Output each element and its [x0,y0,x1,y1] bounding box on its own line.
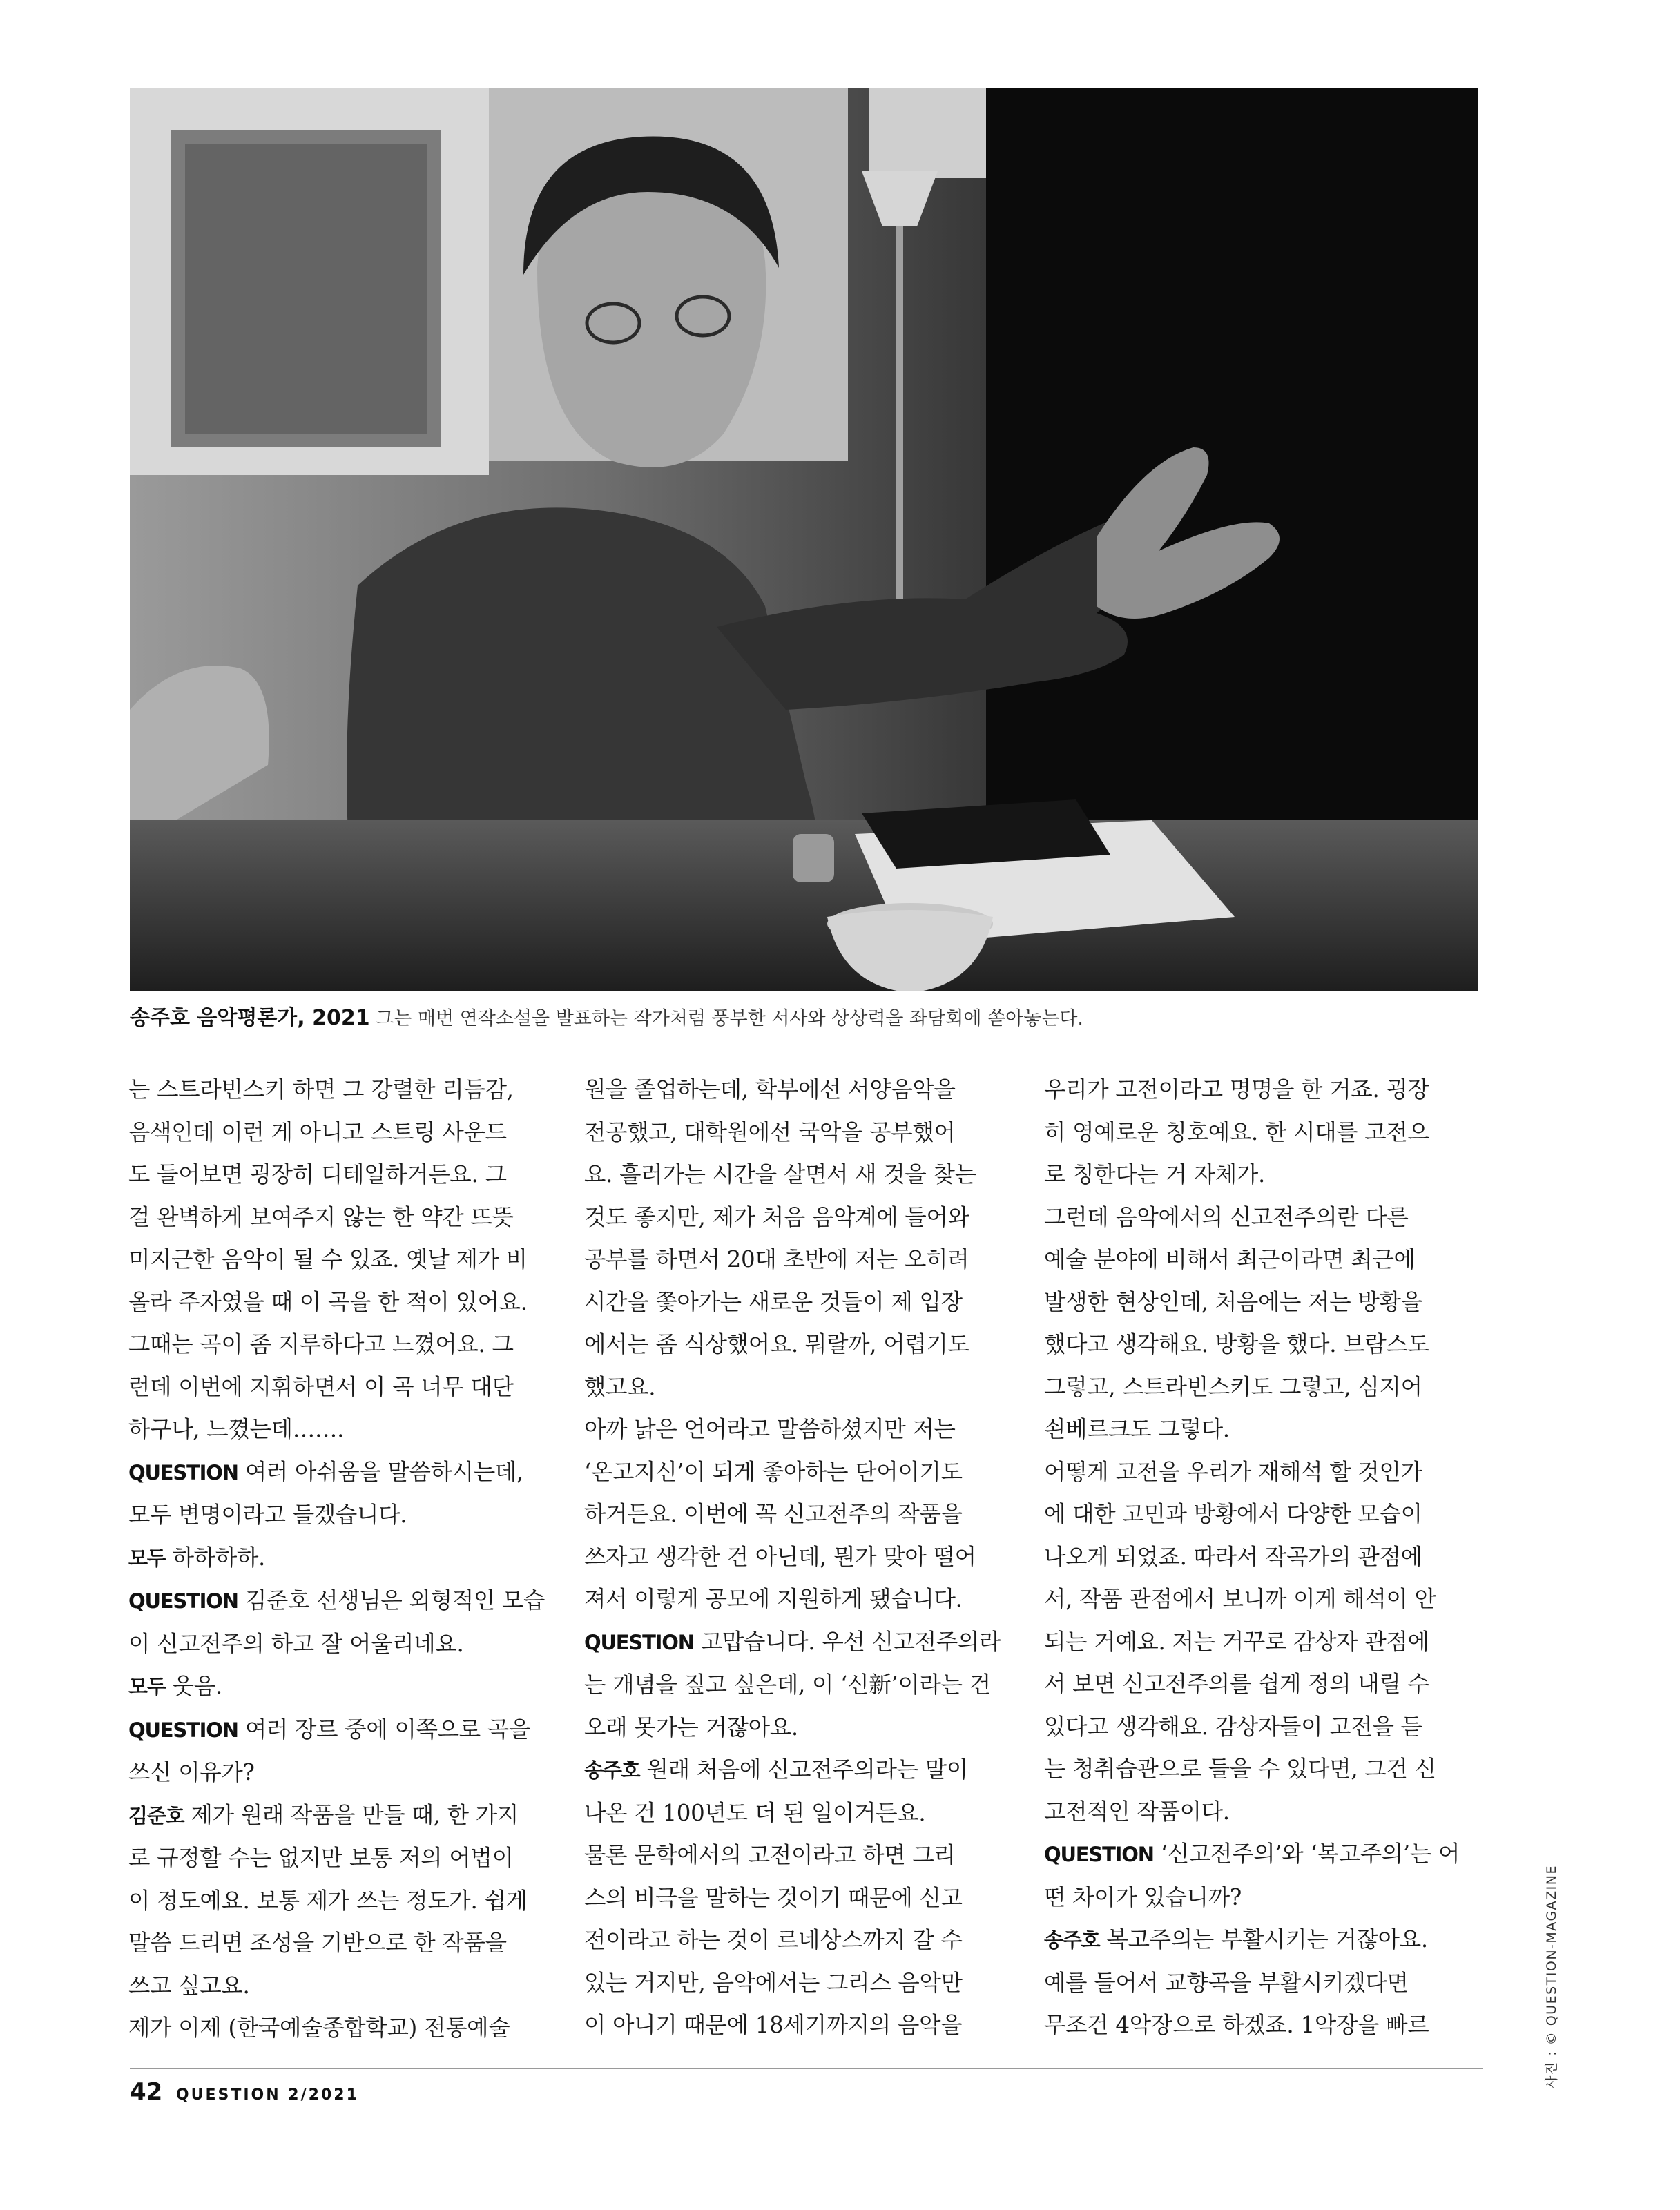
text-line [1044,1748,1474,1791]
text-line [584,1621,1014,1665]
line-text: 히 영예로운 칭호예요. 한 시대를 고전으 [1044,1118,1429,1145]
text-line [1044,1154,1474,1196]
text-line [584,1962,1014,2005]
text-line [584,1324,1014,1366]
text-line [128,1537,558,1580]
line-text: 복고주의는 부활시키는 거잖아요. [1099,1926,1428,1952]
text-line [128,1451,558,1495]
line-text: 져서 이렇게 공모에 지원하게 됐습니다. [584,1586,963,1612]
line-text: 발생한 현상인데, 처음에는 저는 방황을 [1044,1288,1422,1315]
line-text: 그런데 음악에서의 신고전주의란 다른 [1044,1203,1409,1230]
line-text: 그렇고, 스트라빈스키도 그렇고, 심지어 [1044,1373,1422,1400]
line-text: 제가 이제 (한국예술종합학교) 전통예술 [128,2015,510,2041]
speaker-label: QUESTION [128,1460,238,1484]
line-text: 것도 좋지만, 제가 처음 음악계에 들어와 [584,1203,969,1230]
line-text: 어떻게 고전을 우리가 재해석 할 것인가 [1044,1458,1422,1485]
text-line [128,1665,558,1709]
text-line [128,1154,558,1196]
line-text: 로 규정할 수는 없지만 보통 저의 어법이 [128,1845,514,1871]
speaker-label: 송주호 [1044,1928,1100,1952]
line-text: 전공했고, 대학원에선 국악을 공부했어 [584,1118,956,1145]
speaker-label: QUESTION [128,1718,238,1742]
article-column-1 [128,1069,558,2050]
line-text: 여러 장르 중에 이쪽으로 곡을 [238,1716,531,1743]
text-line [128,1623,558,1666]
line-text: 그때는 곡이 좀 지루하다고 느꼈어요. 그 [128,1331,514,1357]
text-line [584,1069,1014,1112]
article-column-2 [584,1069,1014,2047]
line-text: 제가 원래 작품을 만들 때, 한 가지 [184,1801,519,1828]
text-line [1044,1833,1474,1877]
text-line [1044,1877,1474,1919]
line-text: 쇤베르크도 그렇다. [1044,1416,1230,1442]
speaker-label: 모두 [128,1546,166,1570]
text-line [584,1707,1014,1749]
line-text: 요. 흘러가는 시간을 살면서 새 것을 찾는 [584,1161,976,1188]
line-text: 말씀 드리면 조성을 기반으로 한 작품을 [128,1930,507,1956]
text-line [584,1281,1014,1324]
line-text: 에 대한 고민과 방황에서 다양한 모습이 [1044,1501,1422,1527]
text-line [128,1239,558,1281]
line-text: 있는 거지만, 음악에서는 그리스 음악만 [584,1969,963,1996]
line-text: 공부를 하면서 20대 초반에 저는 오히려 [584,1246,969,1272]
text-line [584,1154,1014,1196]
line-text: ‘신고전주의’와 ‘복고주의’는 어 [1153,1841,1460,1867]
caption-name: 송주호 음악평론가, 2021 [130,1006,370,1030]
text-line [1044,1621,1474,1664]
line-text: 전이라고 하는 것이 르네상스까지 갈 수 [584,1927,963,1953]
line-text: 있다고 생각해요. 감상자들이 고전을 듣 [1044,1713,1422,1740]
text-line [128,1408,558,1451]
page-number: 42 [130,2078,163,2106]
footer-rule [130,2068,1483,2069]
text-line [1044,1706,1474,1749]
line-text: 나온 건 100년도 더 된 일이거든요. [584,1799,926,1826]
text-line [1044,1196,1474,1239]
text-line [128,1196,558,1239]
photo-illustration [130,88,1478,991]
speaker-label: QUESTION [584,1630,694,1654]
text-line [128,1580,558,1623]
text-line [1044,1536,1474,1579]
text-line [1044,1451,1474,1494]
line-text: 서 보면 신고전주의를 쉽게 정의 내릴 수 [1044,1671,1429,1697]
text-line [128,1494,558,1537]
text-line [128,1794,558,1838]
text-line [1044,1663,1474,1706]
text-line [584,1749,1014,1792]
speaker-label: 모두 [128,1675,166,1698]
line-text: 올라 주자였을 때 이 곡을 한 적이 있어요. [128,1288,528,1315]
line-text: 스의 비극을 말하는 것이기 때문에 신고 [584,1884,963,1911]
line-text: 음색인데 이런 게 아니고 스트링 사운드 [128,1118,507,1145]
line-text: 했다고 생각해요. 방황을 했다. 브람스도 [1044,1331,1429,1357]
page-footer [130,2078,359,2109]
line-text: 에서는 좀 식상했어요. 뭐랄까, 어렵기도 [584,1331,969,1357]
text-line [1044,1112,1474,1154]
line-text: 떤 차이가 있습니까? [1044,1883,1242,1910]
text-line [584,1578,1014,1621]
text-line [1044,1962,1474,2005]
photo-caption [130,1001,1483,1036]
line-text: 이 신고전주의 하고 잘 어울리네요. [128,1630,464,1657]
line-text: 서, 작품 관점에서 보니까 이게 해석이 안 [1044,1586,1436,1612]
magazine-issue: QUESTION 2/2021 [175,2086,359,2104]
text-line [128,1965,558,2008]
text-line [128,1837,558,1880]
text-line [584,1792,1014,1835]
text-line [1044,1408,1474,1451]
text-line [1044,1366,1474,1409]
text-line [584,1239,1014,1281]
speaker-label: 김준호 [128,1803,184,1828]
line-text: 물론 문학에서의 고전이라고 하면 그리 [584,1842,956,1868]
speaker-label: QUESTION [128,1589,238,1613]
photo-credit: 사진 : © QUESTION-MAGAZINE [1544,1864,1559,2088]
text-line [584,1451,1014,1494]
text-line [584,1196,1014,1239]
text-line [128,1880,558,1923]
line-text: 김준호 선생님은 외형적인 모습 [238,1587,545,1613]
line-text: 우리가 고전이라고 명명을 한 거죠. 굉장 [1044,1076,1429,1103]
line-text: 원을 졸업하는데, 학부에선 서양음악을 [584,1076,956,1103]
line-text: 하하하하. [165,1544,266,1571]
text-line [1044,1239,1474,1281]
text-line [128,1281,558,1324]
line-text: 원래 처음에 신고전주의라는 말이 [639,1756,968,1783]
line-text: 쓰자고 생각한 건 아닌데, 뭔가 맞아 떨어 [584,1543,976,1570]
line-text: 여러 아쉬움을 말씀하시는데, [238,1458,524,1485]
text-line [584,1493,1014,1536]
line-text: 쓰신 이유가? [128,1759,255,1785]
text-line [128,1366,558,1409]
line-text: ‘온고지신’이 되게 좋아하는 단어이기도 [584,1458,963,1485]
text-line [1044,2004,1474,2047]
text-line [128,1069,558,1112]
line-text: 오래 못가는 거잖아요. [584,1714,798,1741]
line-text: 도 들어보면 굉장히 디테일하거든요. 그 [128,1161,507,1188]
line-text: 이 정도예요. 보통 제가 쓰는 정도가. 쉽게 [128,1887,528,1914]
text-line [584,1834,1014,1877]
text-line [1044,1919,1474,1962]
line-text: 모두 변명이라고 들겠습니다. [128,1502,407,1528]
article-column-3 [1044,1069,1474,2047]
line-text: 는 스트라빈스키 하면 그 강렬한 리듬감, [128,1076,514,1103]
text-line [1044,1324,1474,1366]
line-text: 는 개념을 짚고 싶은데, 이 ‘신新’이라는 건 [584,1671,991,1698]
line-text: 는 청취습관으로 들을 수 있다면, 그건 신 [1044,1756,1436,1782]
caption-text: 그는 매번 연작소설을 발표하는 작가처럼 풍부한 서사와 상상력을 좌담회에 쏟아놓는다. [376,1008,1083,1029]
line-text: 미지근한 음악이 될 수 있죠. 옛날 제가 비 [128,1246,528,1272]
text-line [128,1922,558,1965]
line-text: 웃음. [165,1673,222,1699]
line-text: 이 아니기 때문에 18세기까지의 음악을 [584,2012,963,2038]
line-text: 로 칭한다는 거 자체가. [1044,1161,1265,1188]
text-line [128,1752,558,1794]
text-line [1044,1578,1474,1621]
interview-photo [130,88,1478,991]
line-text: 하구나, 느꼈는데……. [128,1416,345,1442]
line-text: 되는 거예요. 저는 거꾸로 감상자 관점에 [1044,1628,1429,1655]
text-line [584,1664,1014,1707]
line-text: 예술 분야에 비해서 최근이라면 최근에 [1044,1246,1416,1272]
text-line [584,1408,1014,1451]
text-line [1044,1791,1474,1834]
text-line [128,1112,558,1154]
text-line [584,2004,1014,2047]
text-line [584,1112,1014,1154]
text-line [128,1709,558,1752]
text-line [584,1919,1014,1962]
text-line [1044,1281,1474,1324]
text-line [584,1366,1014,1409]
line-text: 했고요. [584,1373,656,1400]
speaker-label: 송주호 [584,1758,640,1782]
line-text: 쓰고 싶고요. [128,1972,250,1999]
text-line [128,2007,558,2050]
line-text: 예를 들어서 교향곡을 부활시키겠다면 [1044,1969,1409,1996]
text-line [128,1324,558,1366]
line-text: 런데 이번에 지휘하면서 이 곡 너무 대단 [128,1373,514,1400]
line-text: 시간을 쫓아가는 새로운 것들이 제 입장 [584,1288,963,1315]
text-line [1044,1069,1474,1112]
text-line [1044,1493,1474,1536]
text-line [584,1536,1014,1579]
line-text: 걸 완벽하게 보여주지 않는 한 약간 뜨뜻 [128,1203,514,1230]
line-text: 고전적인 작품이다. [1044,1798,1230,1825]
line-text: 고맙습니다. 우선 신고전주의라 [693,1628,1001,1655]
line-text: 하거든요. 이번에 꼭 신고전주의 작품을 [584,1501,963,1527]
text-line [584,1877,1014,1920]
line-text: 나오게 되었죠. 따라서 작곡가의 관점에 [1044,1543,1422,1570]
line-text: 무조건 4악장으로 하겠죠. 1악장을 빠르 [1044,2012,1429,2038]
line-text: 아까 낡은 언어라고 말씀하셨지만 저는 [584,1416,956,1442]
speaker-label: QUESTION [1044,1843,1154,1866]
